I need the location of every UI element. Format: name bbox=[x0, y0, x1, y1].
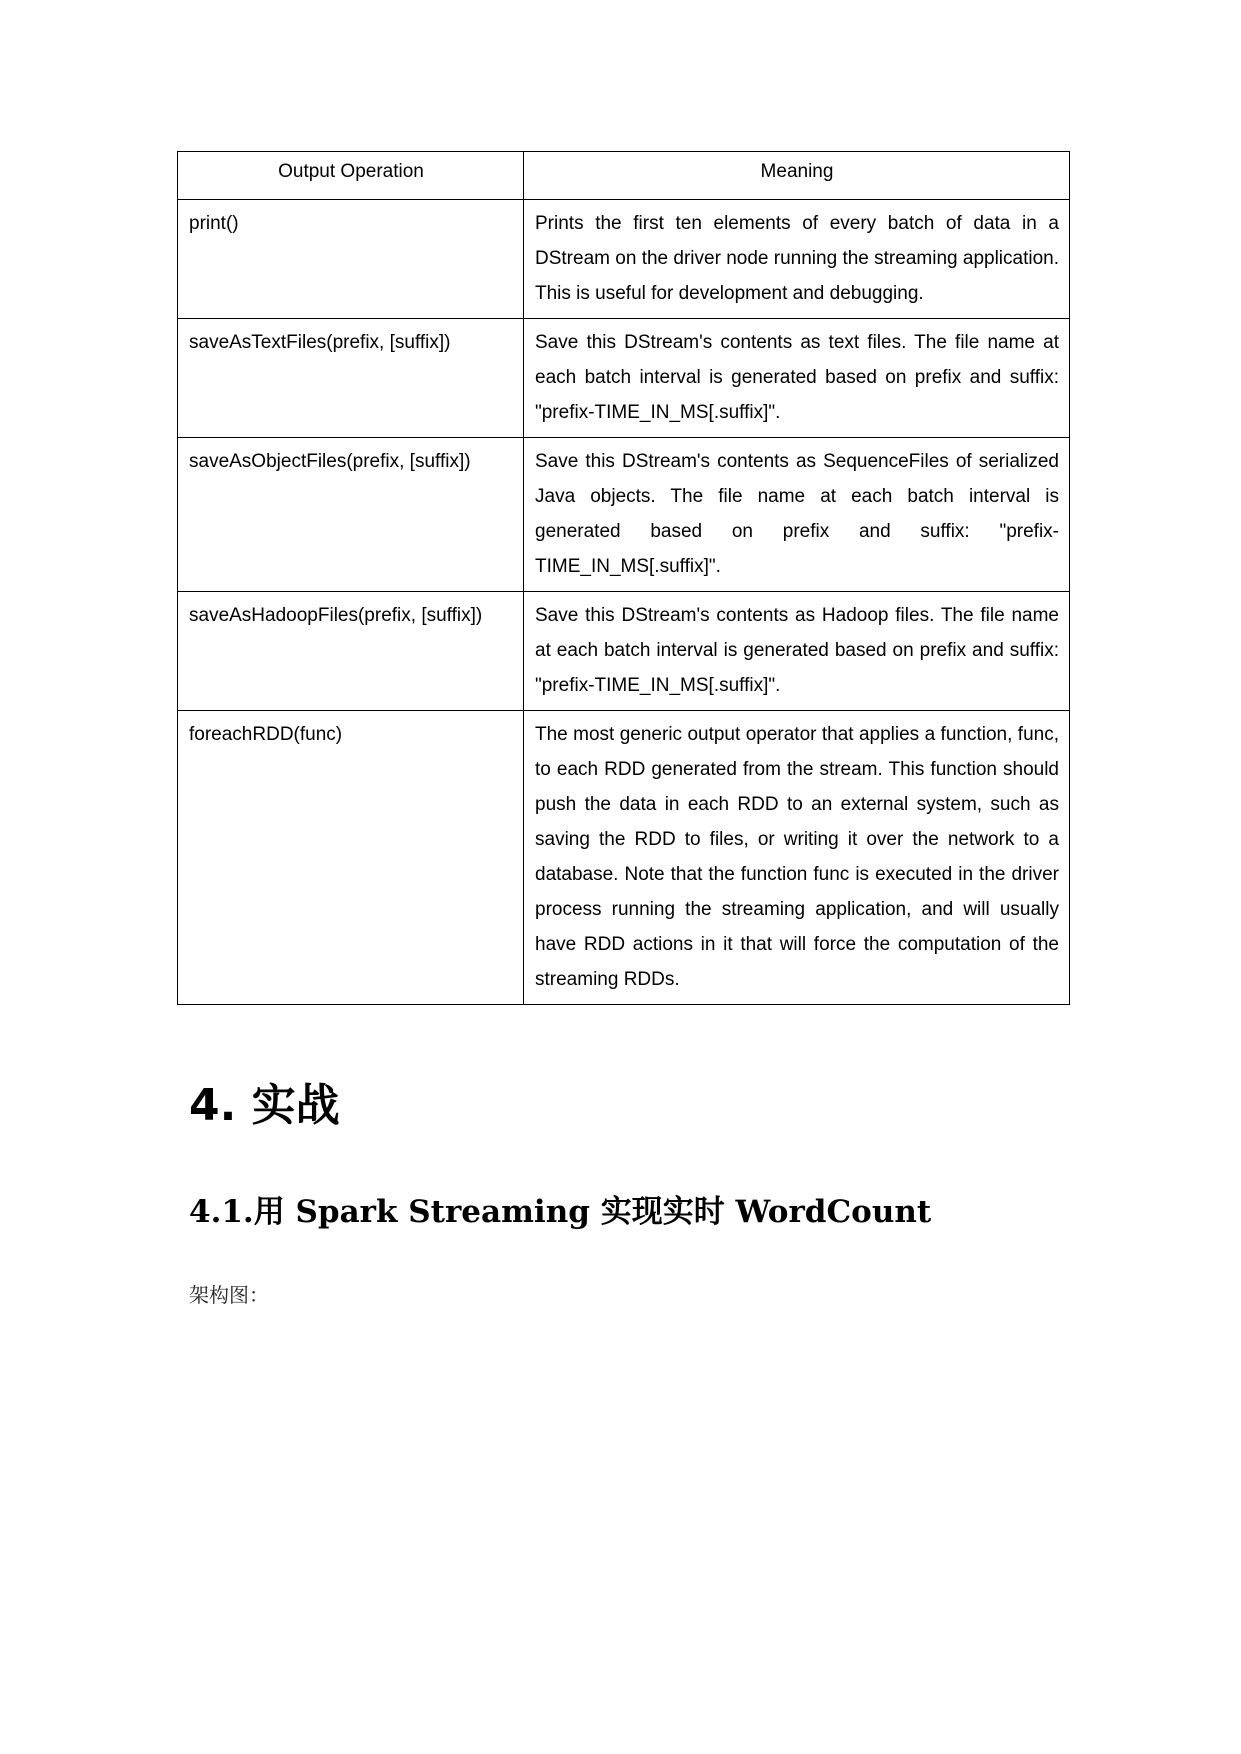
section-heading: 4. 实战 bbox=[189, 1080, 340, 1131]
table-row bbox=[178, 200, 1070, 319]
subsection-heading: 4.1.用 Spark Streaming 实现实时 WordCount bbox=[189, 1194, 932, 1230]
operation-cell: print() bbox=[178, 200, 524, 319]
operation-cell: foreachRDD(func) bbox=[178, 711, 524, 1005]
architecture-label: 架构图： bbox=[189, 1283, 269, 1307]
meaning-cell: Save this DStream's contents as text files. The file name at each batch interval is generated based on prefix and suffix: "prefix-TIME_IN_MS[.suffix]". bbox=[524, 319, 1070, 438]
header-meaning: Meaning bbox=[524, 152, 1070, 200]
operation-cell: saveAsObjectFiles(prefix, [suffix]) bbox=[178, 438, 524, 592]
meaning-cell: Save this DStream's contents as Hadoop files. The file name at each batch interval is generated based on prefix and suffix: "prefix-TIME_IN_MS[.suffix]". bbox=[524, 592, 1070, 711]
table-row bbox=[178, 711, 1070, 1005]
table-row bbox=[178, 319, 1070, 438]
output-operations-table bbox=[177, 151, 1070, 1005]
table-row bbox=[178, 438, 1070, 592]
table-row bbox=[178, 592, 1070, 711]
meaning-cell: The most generic output operator that applies a function, func, to each RDD generated from the stream. This function should push the data in each RDD to an external system, such as saving the RDD to files, or writing it over the network to a database. Note that the function func is executed in the driver process running the streaming application, and will usually have RDD actions in it that will force the computation of the streaming RDDs. bbox=[524, 711, 1070, 1005]
header-output-operation: Output Operation bbox=[178, 152, 524, 200]
meaning-cell: Prints the first ten elements of every batch of data in a DStream on the driver node running the streaming application. This is useful for development and debugging. bbox=[524, 200, 1070, 319]
operation-cell: saveAsHadoopFiles(prefix, [suffix]) bbox=[178, 592, 524, 711]
meaning-cell: Save this DStream's contents as SequenceFiles of serialized Java objects. The file name at each batch interval is generated based on prefix and suffix: "prefix-TIME_IN_MS[.suffix]". bbox=[524, 438, 1070, 592]
operation-cell: saveAsTextFiles(prefix, [suffix]) bbox=[178, 319, 524, 438]
table-header-row bbox=[178, 152, 1070, 200]
